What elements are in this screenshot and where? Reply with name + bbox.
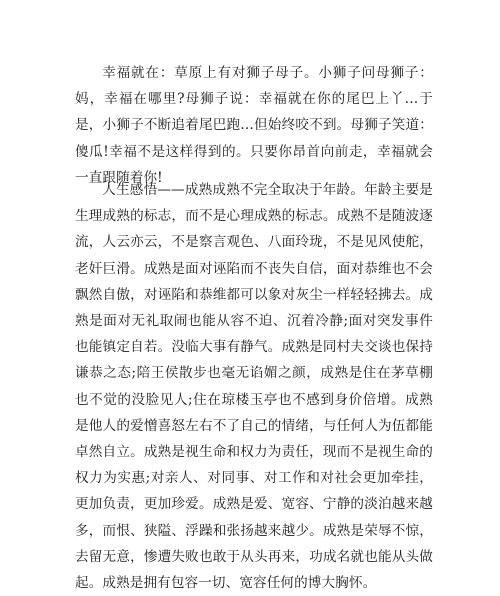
paragraph-happiness-story: 幸福就在：草原上有对狮子母子。小狮子问母狮子：妈，幸福在哪里?母狮子说：幸福就在你的尾巴上丫…于是，小狮子不断追着尾巴跑…但始终咬不到。母狮子笑道：傻瓜!幸福不是这样得到的。只要你昂首向前走，幸福就会一直跟随着你! [75, 65, 433, 186]
paragraph-maturity-reflection: 人生感悟——成熟成熟不完全取决于年龄。年龄主要是生理成熟的标志，而不是心理成熟的标志。成熟不是随波逐流，人云亦云，不是察言观色、八面玲珑，不是见风使舵，老奸巨滑。成熟是面对诬陷而不丧失自信，面对恭维也不会飘然自傲，对诬陷和恭维都可以象对灰尘一样轻轻拂去。成熟是面对无礼取闹也能从容不迫、沉着冷静;面对突发事件也能镇定自若。没临大事有静气。成熟是同村夫交谈也保持谦恭之态;陪王侯散步也毫无谄媚之颜，成熟是住在茅草棚也不觉的没脸见人;住在琼楼玉亭也不感到身价倍增。成熟是他人的爱憎喜怒左右不了自己的情绪，与任何人为伍都能卓然自立。成熟是视生命和权力为责任，现而不是视生命的权力为实惠;对亲人、对同事、对工作和对社会更加牵挂，更加负责，更加珍爱。成熟是爱、宽容、宁静的淡泊越来越多，而恨、狭隘、浮躁和张扬越来越少。成熟是荣辱不惊，去留无意，惨遭失败也敢于从头再来，功成名就也能从头做起。成熟是拥有包容一切、宽容任何的博大胸怀。 [75, 182, 433, 592]
